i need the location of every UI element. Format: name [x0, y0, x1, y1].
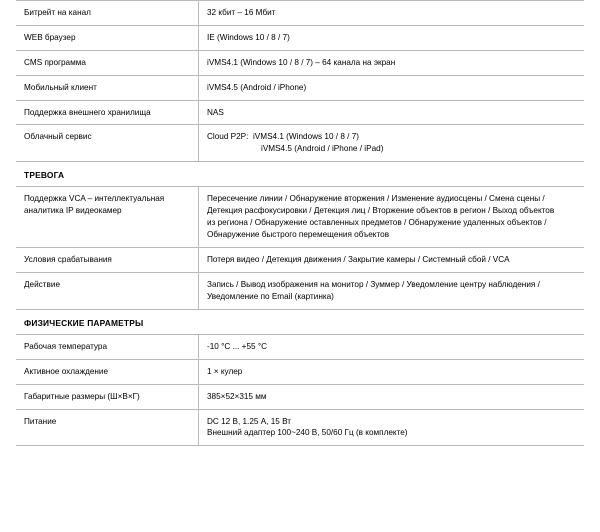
- section-header-label: ФИЗИЧЕСКИЕ ПАРАМЕТРЫ: [16, 309, 584, 334]
- spec-value-line: -10 °C ... +55 °C: [207, 341, 268, 351]
- spec-label: Битрейт на канал: [16, 1, 199, 26]
- table-row: [16, 1, 584, 26]
- spec-value-line: из региона / Обнаружение оставленных предметов / Обнаружение удаленных объектов /: [207, 218, 547, 228]
- section-header-row: [16, 309, 584, 334]
- table-row: [16, 247, 584, 272]
- spec-label: Активное охлаждение: [16, 359, 199, 384]
- spec-label: Поддержка внешнего хранилища: [16, 100, 199, 125]
- spec-value: [199, 334, 585, 359]
- table-row: [16, 100, 584, 125]
- spec-label: Действие: [16, 272, 199, 309]
- table-row: [16, 409, 584, 446]
- spec-value-line: iVMS4.5 (Android / iPhone / iPad): [261, 144, 384, 154]
- table-row: [16, 25, 584, 50]
- spec-value-line: Запись / Вывод изображения на монитор / Зуммер / Уведомление центру наблюдения /: [207, 279, 540, 289]
- table-row: [16, 187, 584, 248]
- spec-value: [199, 247, 585, 272]
- spec-value-line: Уведомление по Email (картинка): [207, 291, 334, 301]
- table-row: [16, 334, 584, 359]
- spec-value-line: DC 12 В, 1.25 А, 15 Вт: [207, 416, 292, 426]
- spec-label: Мобильный клиент: [16, 75, 199, 100]
- spec-value-line: Детекция расфокусировки / Детекция лиц / Вторжение объектов в регион / Выход объектов: [207, 206, 555, 216]
- spec-value: [199, 187, 585, 248]
- table-row: [16, 125, 584, 162]
- spec-value: [199, 409, 585, 446]
- spec-label: WEB браузер: [16, 25, 199, 50]
- spec-value-line: Внешний адаптер 100~240 В, 50/60 Гц (в комплекте): [207, 428, 408, 438]
- spec-value: [199, 125, 585, 162]
- spec-value-line: iVMS4.1 (Windows 10 / 8 / 7) – 64 канала на экран: [207, 57, 396, 67]
- spec-label: Питание: [16, 409, 199, 446]
- spec-value-line: Обнаружение быстрого перемещения объектов: [207, 230, 390, 240]
- table-row: [16, 75, 584, 100]
- spec-value: [199, 100, 585, 125]
- spec-value: [199, 272, 585, 309]
- spec-value-line: NAS: [207, 107, 224, 117]
- table-row: [16, 272, 584, 309]
- specification-table-body: [16, 1, 584, 446]
- spec-value: [199, 1, 585, 26]
- spec-label: Поддержка VCA – интеллектуальная аналитика IP видеокамер: [16, 187, 199, 248]
- spec-value-line: 385×52×315 мм: [207, 391, 267, 401]
- table-row: [16, 50, 584, 75]
- spec-value: [199, 75, 585, 100]
- spec-label: Условия срабатывания: [16, 247, 199, 272]
- spec-label: CMS программа: [16, 50, 199, 75]
- spec-value: [199, 384, 585, 409]
- spec-label: Рабочая температура: [16, 334, 199, 359]
- section-header-label: ТРЕВОГА: [16, 162, 584, 187]
- spec-value-line: IE (Windows 10 / 8 / 7): [207, 32, 290, 42]
- table-row: [16, 384, 584, 409]
- table-row: [16, 359, 584, 384]
- spec-label: Облачный сервис: [16, 125, 199, 162]
- spec-value-line: 32 кбит – 16 Мбит: [207, 8, 276, 17]
- spec-value-line: Cloud P2P: iVMS4.1 (Windows 10 / 8 / 7): [207, 132, 359, 142]
- spec-label: Габаритные размеры (Ш×В×Г): [16, 384, 199, 409]
- spec-value-line: Потеря видео / Детекция движения / Закрытие камеры / Системный сбой / VCA: [207, 254, 510, 264]
- specification-table: [16, 0, 584, 446]
- spec-value-line: Пересечение линии / Обнаружение вторжения / Изменение аудиосцены / Смена сцены /: [207, 194, 545, 204]
- spec-value: [199, 359, 585, 384]
- spec-value: [199, 50, 585, 75]
- section-header-row: [16, 162, 584, 187]
- spec-value-line: iVMS4.5 (Android / iPhone): [207, 82, 307, 92]
- spec-value: [199, 25, 585, 50]
- spec-value-line: 1 × кулер: [207, 366, 243, 376]
